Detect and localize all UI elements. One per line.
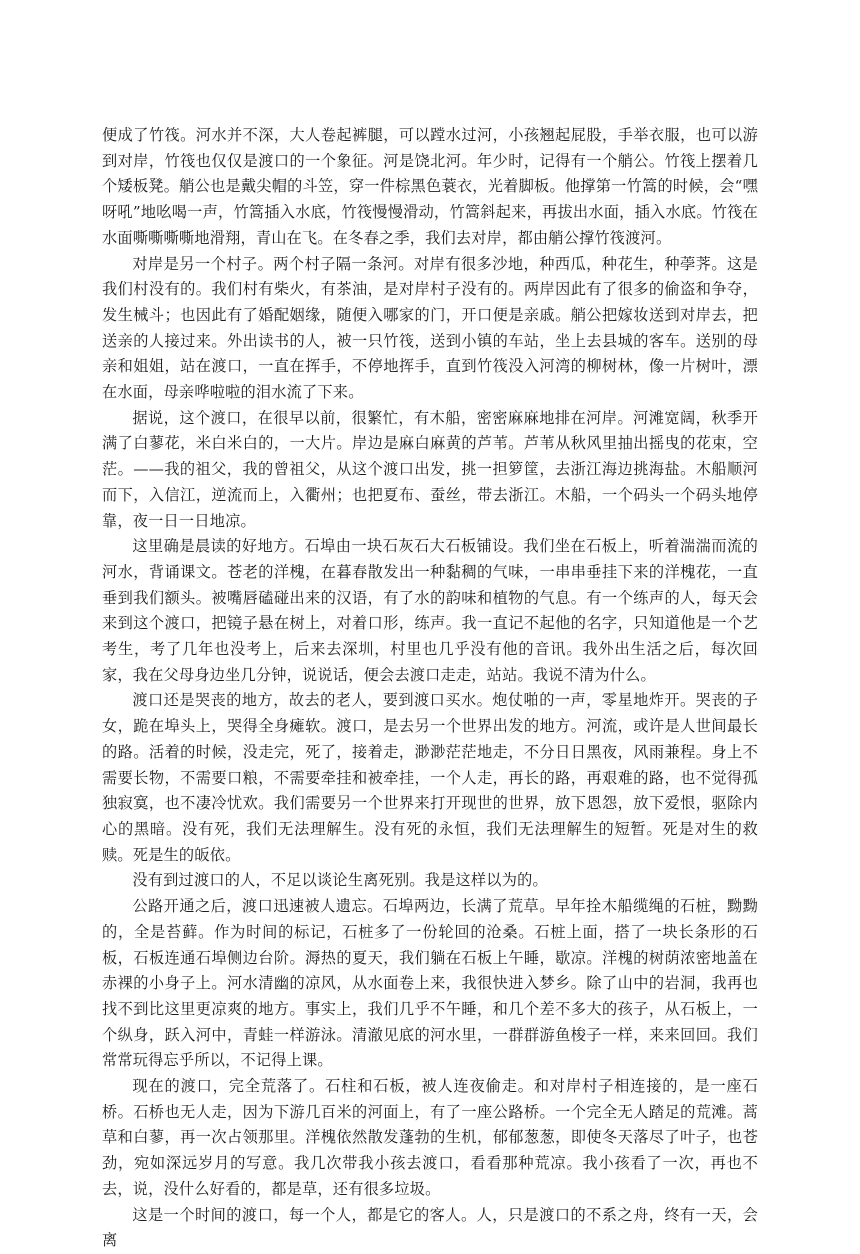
paragraph: 公路开通之后，渡口迅速被人遗忘。石埠两边，长满了荒草。早年拴木船缆绳的石桩，黝黝的，全是苔藓。作为时间的标记，石桩多了一份轮回的沧桑。石桩上面，搭了一块长条形的石板，石板连通石埠侧边台阶。溽热的夏天，我们躺在石板上午睡，歇凉。洋槐的树荫浓密地盖在赤裸的小身子上。河水清幽的凉风，从水面卷上来，我很快进入梦乡。除了山中的岩洞，我再也找不到比这里更凉爽的地方。事实上，我们几乎不午睡，和几个差不多大的孩子，从石板上，一个纵身，跃入河中，青蛙一样游泳。清澈见底的河水里，一群群游鱼梭子一样，来来回回。我们常常玩得忘乎所以，不记得上课。 [102, 897, 758, 1070]
paragraph: 便成了竹筏。河水并不深，大人卷起裤腿，可以蹚水过河，小孩翘起屁股，手举衣服，也可以游到对岸，竹筏也仅仅是渡口的一个象征。河是饶北河。年少时，记得有一个艄公。竹筏上摆着几个矮板凳。艄公也是戴尖帽的斗笠，穿一件棕黑色蓑衣，光着脚板。他撑第一竹篙的时候，会“嘿呀吼”地吆喝一声，竹篙插入水底，竹筏慢慢滑动，竹篙斜起来，再拔出水面，插入水底。竹筏在水面嘶嘶嘶嘶地滑翔，青山在飞。在冬春之季，我们去对岸，都由艄公撑竹筏渡河。 [102, 126, 758, 247]
paragraph: 现在的渡口，完全荒落了。石柱和石板，被人连夜偷走。和对岸村子相连接的，是一座石桥。石桥也无人走，因为下游几百米的河面上，有了一座公路桥。一个完全无人踏足的荒滩。蒿草和白蓼，再一次占领那里。洋槐依然散发蓬勃的生机，郁郁葱葱，即使冬天落尽了叶子，也苍劲，宛如深远岁月的写意。我几次带我小孩去渡口，看看那种荒凉。我小孩看了一次，再也不去，说，没什么好看的，都是草，还有很多垃圾。 [102, 1077, 758, 1198]
paragraph: 没有到过渡口的人，不足以谈论生离死别。我是这样以为的。 [132, 871, 548, 890]
paragraph: 这是一个时间的渡口，每一个人，都是它的客人。人，只是渡口的不系之舟，终有一天，会离 [102, 1205, 758, 1250]
paragraph: 对岸是另一个村子。两个村子隔一条河。对岸有很多沙地，种西瓜，种花生，种荸荠。这是我们村没有的。我们村有柴火，有茶油，是对岸村子没有的。两岸因此有了很多的偷盗和争夺，发生械斗；也因此有了婚配姻缘，随便入哪家的门，开口便是亲戚。艄公把嫁妆送到对岸去，把送亲的人接过来。外出读书的人，被一只竹筏，送到小镇的车站，坐上去县城的客车。送别的母亲和姐姐，站在渡口，一直在挥手，不停地挥手，直到竹筏没入河湾的柳树林，像一片树叶，漂在水面，母亲哗啦啦的泪水流了下来。 [102, 254, 758, 402]
article-body [102, 123, 758, 1254]
paragraph: 据说，这个渡口，在很早以前，很繁忙，有木船，密密麻麻地排在河岸。河滩宽阔，秋季开满了白蓼花，米白米白的，一大片。岸边是麻白麻黄的芦苇。芦苇从秋风里抽出摇曳的花束，空茫。——我的祖父，我的曾祖父，从这个渡口出发，挑一担箩筐，去浙江海边挑海盐。木船顺河而下，入信江，逆流而上，入衢州；也把夏布、蚕丝，带去浙江。木船，一个码头一个码头地停靠，夜一日一日地凉。 [102, 408, 758, 530]
paragraph: 渡口还是哭丧的地方，故去的老人，要到渡口买水。炮仗啪的一声，零星地炸开。哭丧的子女，跪在埠头上，哭得全身瘫软。渡口，是去另一个世界出发的地方。河流，或许是人世间最长的路。活着的时候，没走完，死了，接着走，渺渺茫茫地走，不分日日黑夜，风雨兼程。身上不需要长物，不需要口粮，不需要牵挂和被牵挂，一个人走，再长的路，再艰难的路，也不觉得孤独寂寞，也不凄冷忧欢。我们需要另一个世界来打开现世的世界，放下恩怨，放下爱恨，驱除内心的黑暗。没有死，我们无法理解生。没有死的永恒，我们无法理解生的短暂。死是对生的救赎。死是生的皈依。 [102, 691, 758, 864]
paragraph: 这里确是晨读的好地方。石埠由一块石灰石大石板铺设。我们坐在石板上，听着湍湍而流的河水，背诵课文。苍老的洋槐，在暮春散发出一种黏稠的气味，一串串垂挂下来的洋槐花，一直垂到我们额头。被嘴唇磕碰出来的汉语，有了水的韵味和植物的气息。有一个练声的人，每天会来到这个渡口，把镜子悬在树上，对着口形，练声。我一直记不起他的名字，只知道他是一个艺考生，考了几年也没考上，后来去深圳，村里也几乎没有他的音讯。我外出生活之后，每次回家，我在父母身边坐几分钟，说说话，便会去渡口走走，站站。我说不清为什么。 [102, 537, 758, 684]
